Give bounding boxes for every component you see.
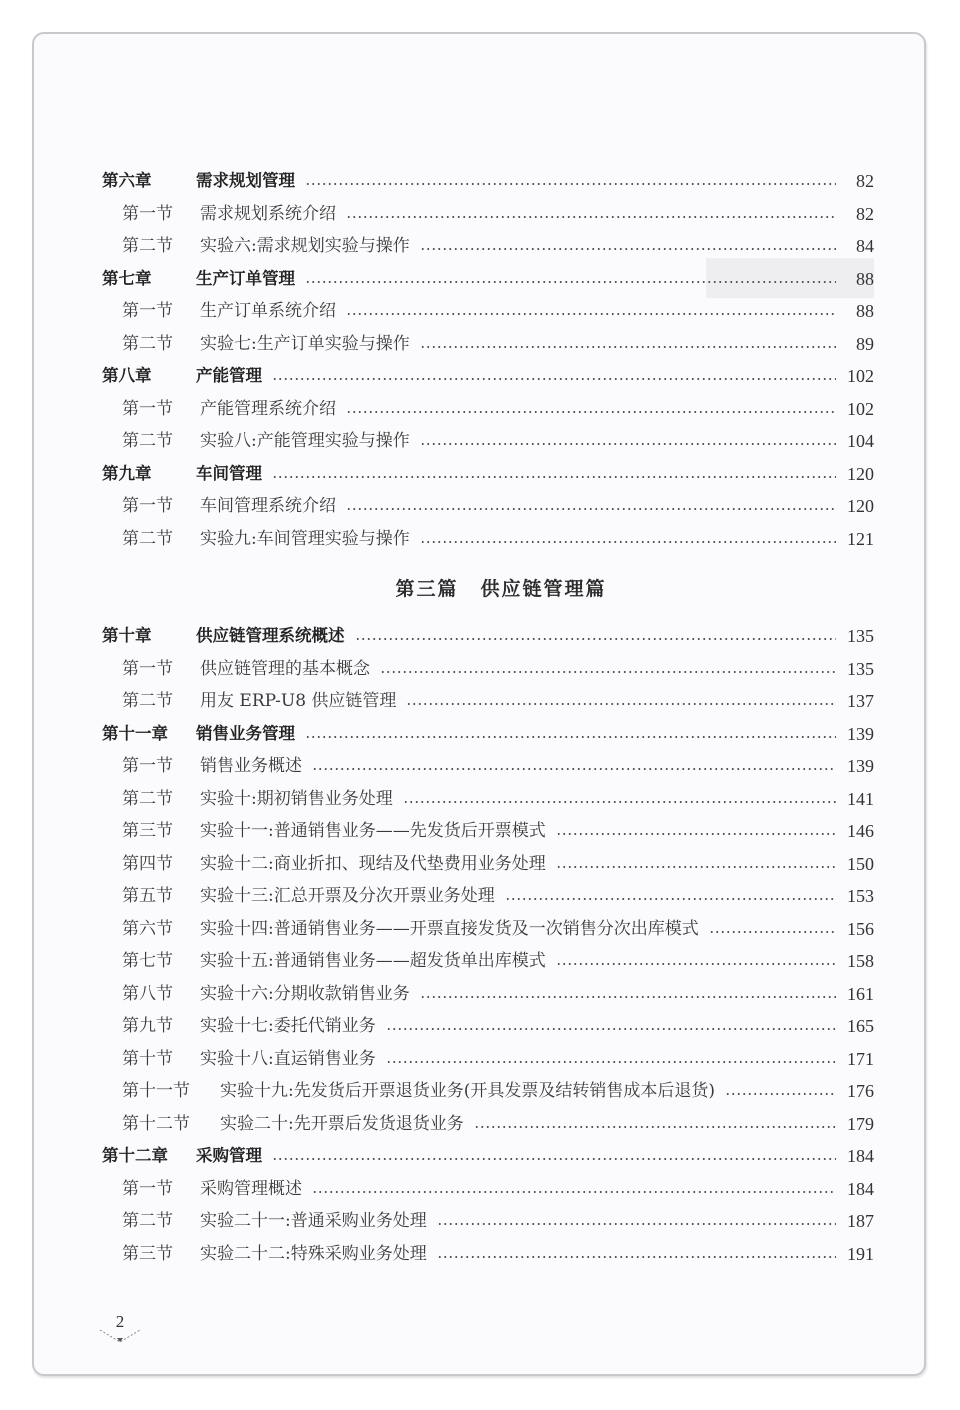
toc-section[interactable]	[102, 295, 874, 328]
dot-leader	[505, 898, 836, 900]
section-title: 用友 ERP-U8 供应链管理	[200, 691, 397, 711]
chapter-label: 第六章	[102, 171, 152, 190]
page-number: 179	[847, 1113, 874, 1134]
toc-chapter-11[interactable]	[102, 718, 874, 751]
page-number: 88	[856, 301, 874, 321]
chapter-title: 产能管理	[196, 366, 262, 385]
page-number: 120	[847, 496, 874, 516]
page-number: 88	[856, 268, 874, 289]
section-label: 第二节	[122, 788, 173, 809]
section-label: 第二节	[122, 691, 173, 711]
toc-section[interactable]	[102, 425, 874, 458]
page-number: 139	[847, 723, 874, 744]
toc-section[interactable]	[102, 1238, 874, 1271]
dot-leader	[386, 1061, 836, 1063]
page-number: 102	[847, 366, 874, 386]
section-label: 第六节	[122, 918, 173, 939]
dot-leader	[312, 1191, 836, 1193]
section-label: 第二节	[122, 1211, 173, 1231]
toc-section[interactable]	[102, 1075, 874, 1108]
section-title: 产能管理系统介绍	[200, 398, 336, 419]
section-label: 第十节	[122, 1048, 173, 1069]
page-number: 187	[847, 1211, 874, 1231]
section-title: 实验十:期初销售业务处理	[200, 788, 393, 809]
page-number: 102	[847, 398, 874, 419]
toc-section[interactable]	[102, 913, 874, 946]
page-number: 171	[847, 1048, 874, 1069]
dot-leader	[403, 801, 836, 803]
section-title: 实验八:产能管理实验与操作	[200, 431, 410, 451]
toc-section[interactable]	[102, 1173, 874, 1206]
dot-leader	[406, 703, 836, 705]
toc-chapter-10[interactable]	[102, 620, 874, 653]
toc-section[interactable]	[102, 653, 874, 686]
section-label: 第一节	[122, 203, 173, 224]
section-label: 第二节	[122, 333, 173, 354]
dot-leader	[305, 281, 836, 283]
page-number: 156	[847, 918, 874, 939]
dot-leader	[420, 346, 836, 348]
section-title: 实验十四:普通销售业务——开票直接发货及一次销售分次出库模式	[200, 918, 699, 939]
section-label: 第二节	[122, 236, 173, 256]
page-number: 184	[847, 1146, 874, 1166]
dot-leader	[386, 1028, 836, 1030]
section-title: 实验七:生产订单实验与操作	[200, 333, 410, 354]
toc-section[interactable]	[102, 945, 874, 978]
section-label: 第一节	[122, 398, 173, 419]
chapter-title: 销售业务管理	[196, 723, 295, 743]
toc-section[interactable]	[102, 880, 874, 913]
section-title: 实验二十二:特殊采购业务处理	[200, 1243, 427, 1264]
section-label: 第五节	[122, 886, 173, 906]
section-label: 第一节	[122, 658, 173, 679]
chapter-label: 第七章	[102, 268, 152, 288]
toc-section[interactable]	[102, 978, 874, 1011]
dot-leader	[556, 833, 836, 835]
toc-section[interactable]	[102, 685, 874, 718]
section-title: 实验十六:分期收款销售业务	[200, 983, 410, 1004]
toc-section[interactable]	[102, 783, 874, 816]
toc-section[interactable]	[102, 750, 874, 783]
dot-leader	[474, 1126, 836, 1128]
section-title: 供应链管理的基本概念	[200, 658, 370, 679]
section-title: 车间管理系统介绍	[200, 496, 336, 516]
toc-section[interactable]	[102, 198, 874, 231]
section-label: 第七节	[122, 951, 173, 971]
dot-leader	[346, 508, 836, 510]
page-number: 146	[847, 821, 874, 841]
dot-leader	[272, 378, 836, 380]
dot-leader	[355, 638, 837, 640]
toc-section[interactable]	[102, 1010, 874, 1043]
dot-leader	[346, 216, 836, 218]
chapter-title: 采购管理	[196, 1146, 262, 1165]
section-label: 第一节	[122, 301, 173, 321]
section-title: 实验十八:直运销售业务	[200, 1048, 376, 1069]
chapter-label: 第十二章	[102, 1146, 168, 1165]
dot-leader	[305, 183, 836, 185]
page-number: 137	[847, 691, 874, 711]
dot-leader	[380, 671, 836, 673]
chapter-label: 第八章	[102, 366, 152, 385]
section-title: 销售业务概述	[200, 756, 302, 776]
section-label: 第八节	[122, 983, 173, 1004]
section-title: 实验十五:普通销售业务——超发货单出库模式	[200, 951, 546, 971]
toc-section[interactable]	[102, 1108, 874, 1141]
page-number: 82	[856, 203, 874, 224]
page-number: 191	[847, 1243, 874, 1264]
section-title: 实验十七:委托代销业务	[200, 1016, 376, 1036]
chapter-title: 生产订单管理	[196, 268, 295, 288]
section-title: 实验十三:汇总开票及分次开票业务处理	[200, 886, 495, 906]
toc-section[interactable]	[102, 1043, 874, 1076]
section-label: 第四节	[122, 853, 173, 874]
section-label: 第一节	[122, 496, 173, 516]
section-label: 第一节	[122, 1178, 173, 1199]
section-label: 第一节	[122, 756, 173, 776]
dot-leader	[346, 313, 836, 315]
chapter-label: 第九章	[102, 463, 152, 483]
toc-section[interactable]	[102, 393, 874, 426]
section-title: 实验十九:先发货后开票退货业务(开具发票及结转销售成本后退货)	[220, 1081, 715, 1101]
dot-leader	[725, 1093, 836, 1095]
dot-leader	[437, 1223, 836, 1225]
section-title: 采购管理概述	[200, 1178, 302, 1199]
toc-section[interactable]	[102, 848, 874, 881]
toc-chapter-9[interactable]	[102, 458, 874, 491]
page-number: 84	[856, 236, 874, 256]
page-number: 158	[847, 951, 874, 971]
section-title: 需求规划系统介绍	[200, 203, 336, 224]
chapter-title: 车间管理	[196, 463, 262, 483]
section-title: 实验十一:普通销售业务——先发货后开票模式	[200, 821, 546, 841]
dot-leader	[709, 931, 836, 933]
dot-leader	[420, 248, 836, 250]
page-number: 141	[847, 788, 874, 809]
toc-chapter-7[interactable]	[102, 263, 874, 296]
table-of-contents	[102, 165, 874, 1270]
section-label: 第三节	[122, 821, 173, 841]
dot-leader	[420, 443, 836, 445]
dot-leader	[272, 476, 836, 478]
page-number: 135	[847, 658, 874, 679]
section-label: 第十一节	[122, 1081, 190, 1101]
page-number: 184	[847, 1178, 874, 1199]
page-number: 121	[847, 528, 874, 549]
dot-leader	[305, 736, 836, 738]
toc-group-part-two-tail	[102, 165, 874, 555]
page-number: 82	[856, 171, 874, 191]
dot-leader	[437, 1256, 836, 1258]
page-number: 176	[847, 1081, 874, 1101]
toc-chapter-8[interactable]	[102, 360, 874, 393]
page-number: 104	[847, 431, 874, 451]
toc-section[interactable]	[102, 328, 874, 361]
section-title: 实验九:车间管理实验与操作	[200, 528, 410, 549]
dot-leader	[346, 411, 836, 413]
section-title: 实验十二:商业折扣、现结及代垫费用业务处理	[200, 853, 546, 874]
folio	[98, 1312, 142, 1348]
section-title: 生产订单系统介绍	[200, 301, 336, 321]
dot-leader	[312, 768, 836, 770]
chapter-label: 第十章	[102, 626, 152, 645]
chevron-down-ornament-icon	[98, 1324, 142, 1346]
chapter-label: 第十一章	[102, 723, 168, 743]
page-number: 139	[847, 756, 874, 776]
toc-chapter-6[interactable]	[102, 165, 874, 198]
part-heading	[102, 555, 874, 620]
section-label: 第十二节	[122, 1113, 190, 1134]
chapter-title: 需求规划管理	[196, 171, 295, 190]
section-title: 实验六:需求规划实验与操作	[200, 236, 410, 256]
page-number: 150	[847, 853, 874, 874]
section-label: 第三节	[122, 1243, 173, 1264]
toc-section[interactable]	[102, 523, 874, 556]
page-number: 161	[847, 983, 874, 1004]
dot-leader	[556, 866, 836, 868]
toc-section[interactable]	[102, 1205, 874, 1238]
page-number: 135	[847, 626, 874, 646]
section-title: 实验二十一:普通采购业务处理	[200, 1211, 427, 1231]
dot-leader	[556, 963, 836, 965]
folio-page-number: 2	[115, 1312, 125, 1331]
section-title: 实验二十:先开票后发货退货业务	[220, 1113, 464, 1134]
toc-chapter-12[interactable]	[102, 1140, 874, 1173]
dot-leader	[272, 1158, 836, 1160]
page-number: 165	[847, 1016, 874, 1036]
chapter-title: 供应链管理系统概述	[196, 626, 345, 645]
dot-leader	[420, 996, 836, 998]
toc-section[interactable]	[102, 230, 874, 263]
dot-leader	[420, 541, 836, 543]
page-number: 153	[847, 886, 874, 906]
section-label: 第二节	[122, 431, 173, 451]
page-number: 89	[856, 333, 874, 354]
section-label: 第二节	[122, 528, 173, 549]
toc-section[interactable]	[102, 490, 874, 523]
part-number: 第三篇	[395, 578, 459, 600]
toc-section[interactable]	[102, 815, 874, 848]
page-number: 120	[847, 463, 874, 484]
section-label: 第九节	[122, 1016, 173, 1036]
toc-group-part-three	[102, 620, 874, 1270]
part-title: 供应链管理篇	[480, 578, 607, 600]
